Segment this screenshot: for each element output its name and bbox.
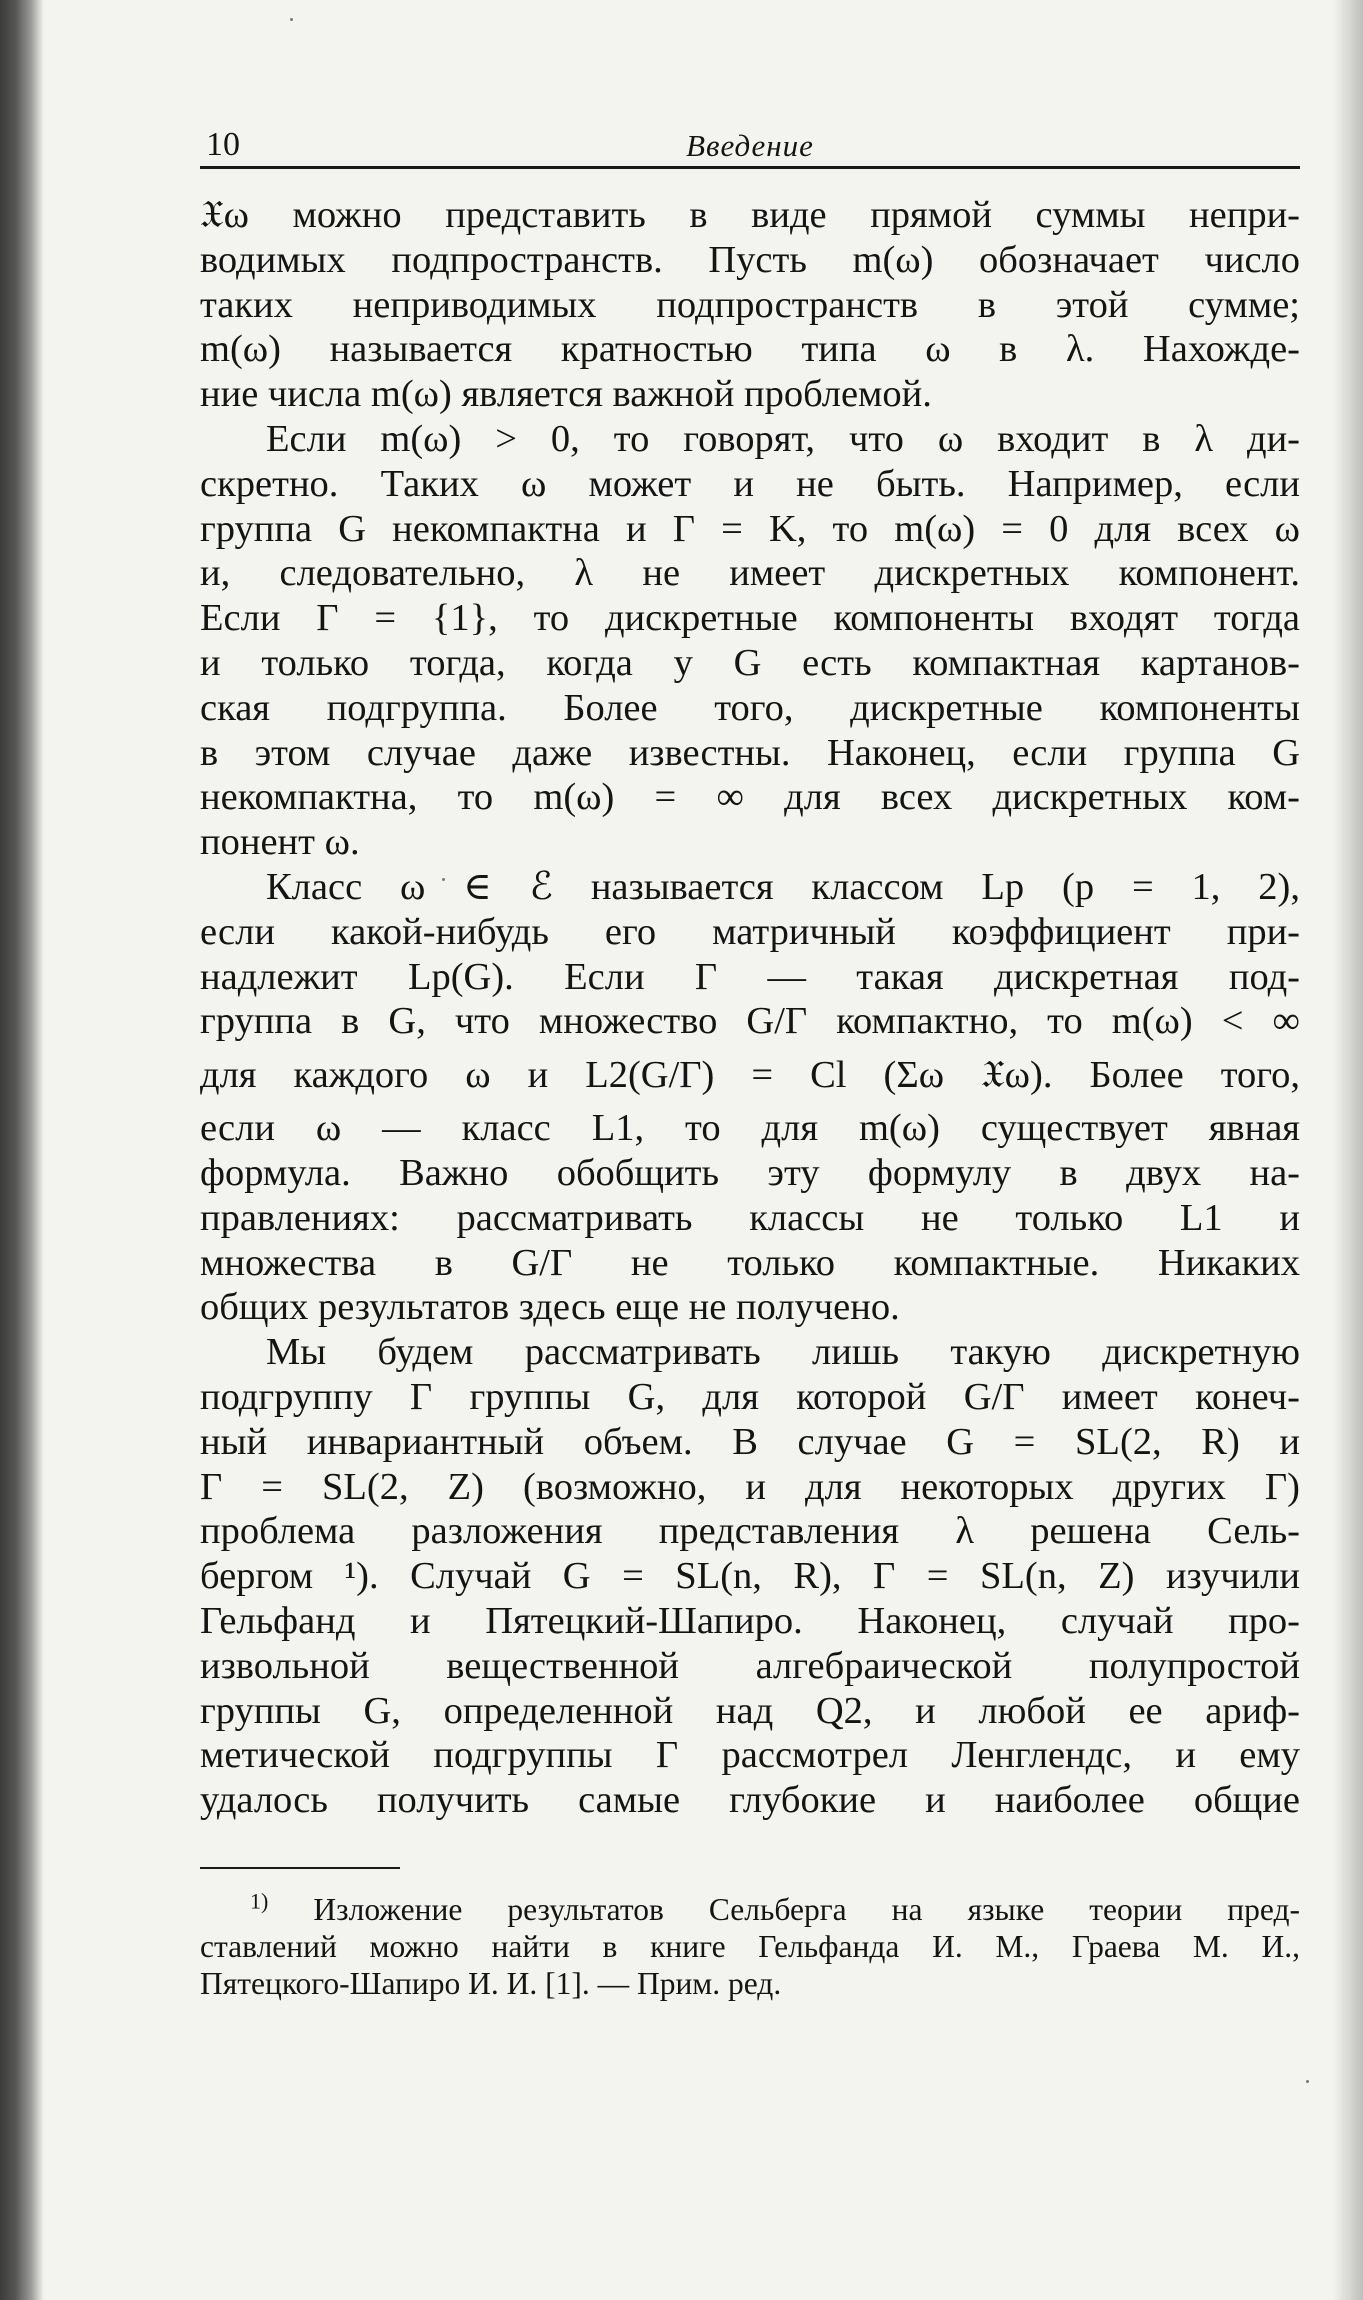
text-line: формула. Важно обобщить эту формулу в двух на- <box>200 1151 1300 1194</box>
text-line: понент ω. <box>200 821 360 864</box>
footnote-text: Изложение результатов Сельберга на языке теории пред- <box>313 1891 1300 1927</box>
scan-binding-edge <box>0 0 44 2300</box>
text-line: и, следовательно, λ не имеет дискретных компонент. <box>200 552 1300 595</box>
footnote-rule <box>200 1867 400 1869</box>
text-line: для каждого ω и L2(G/Γ) = Cl (Σω 𝔛ω). Более того, <box>200 1054 1300 1097</box>
footnote <box>200 1888 1300 2002</box>
text-line: группы G, определенной над Q2, и любой ее ариф- <box>200 1689 1300 1732</box>
scan-right-shadow <box>1333 0 1363 2300</box>
running-title: Введение <box>686 128 814 163</box>
text-line: скретно. Таких ω может и не быть. Например, если <box>200 462 1300 505</box>
text-line: группа G некомпактна и Γ = K, то m(ω) = 0 для всех ω <box>200 507 1300 550</box>
text-line: метической подгруппы Γ рассмотрел Ленглендс, и ему <box>200 1734 1300 1777</box>
page-header <box>200 120 1300 169</box>
body-text <box>200 193 1300 1823</box>
text-line: Мы будем рассматривать лишь такую дискретную <box>266 1331 1300 1374</box>
text-line: группа в G, что множество G/Γ компактно, то m(ω) < ∞ <box>200 1000 1300 1043</box>
text-line: таких неприводимых подпространств в этой сумме; <box>200 283 1300 326</box>
text-line: и только тогда, когда у G есть компактная картанов- <box>200 641 1300 684</box>
text-line: бергом ¹). Случай G = SL(n, R), Γ = SL(n, Z) изучили <box>200 1555 1300 1598</box>
text-line: проблема разложения представления λ решена Сель- <box>200 1510 1300 1553</box>
text-line: извольной вещественной алгебраической полупростой <box>200 1644 1300 1687</box>
scan-speck <box>1306 2080 1309 2083</box>
scan-speck <box>290 18 293 21</box>
footnote-line <box>200 1888 1300 1928</box>
text-line: в этом случае даже известны. Наконец, если группа G <box>200 731 1300 774</box>
footnote-marker: 1) <box>250 1888 269 1914</box>
text-line: если какой-нибудь его матричный коэффициент при- <box>200 910 1300 953</box>
text-line: 𝔛ω можно представить в виде прямой суммы непри- <box>200 194 1300 236</box>
text-line: ние числа m(ω) является важной проблемой. <box>200 373 932 416</box>
text-line: водимых подпространств. Пусть m(ω) обозначает число <box>200 238 1300 281</box>
paragraph-2 <box>200 417 1300 865</box>
text-line: удалось получить самые глубокие и наиболее общие <box>200 1779 1300 1822</box>
text-line: множества в G/Γ не только компактные. Никаких <box>200 1241 1300 1284</box>
footnote-line: ставлений можно найти в книге Гельфанда И. М., Граева М. И., <box>200 1928 1300 1964</box>
text-line: общих результатов здесь еще не получено. <box>200 1286 900 1329</box>
text-line: Если m(ω) > 0, то говорят, что ω входит в λ ди- <box>266 417 1300 460</box>
text-line: правлениях: рассматривать классы не только L1 и <box>200 1196 1300 1239</box>
text-line: m(ω) называется кратностью типа ω в λ. Нахожде- <box>200 328 1300 371</box>
text-line: надлежит Lp(G). Если Γ — такая дискретная под- <box>200 955 1300 998</box>
paragraph-3 <box>200 865 1300 1330</box>
text-line: Гельфанд и Пятецкий-Шапиро. Наконец, случай про- <box>200 1599 1300 1642</box>
text-line: подгруппу Γ группы G, для которой G/Γ имеет конеч- <box>200 1375 1300 1418</box>
text-line: если ω — класс L1, то для m(ω) существует явная <box>200 1107 1300 1150</box>
text-line: Γ = SL(2, Z) (возможно, и для некоторых других Γ) <box>200 1465 1300 1508</box>
footnote-line: Пятецкого-Шапиро И. И. [1]. — Прим. ред. <box>200 1965 782 2001</box>
book-page <box>200 120 1300 2002</box>
page-number: 10 <box>206 126 240 163</box>
paragraph-1 <box>200 193 1300 417</box>
text-line: ская подгруппа. Более того, дискретные компоненты <box>200 686 1300 729</box>
text-line: некомпактна, то m(ω) = ∞ для всех дискретных ком- <box>200 776 1300 819</box>
text-line: Если Γ = {1}, то дискретные компоненты входят тогда <box>200 597 1300 640</box>
text-line: Класс ω ∈ ℰ называется классом Lp (p = 1, 2), <box>266 865 1300 908</box>
paragraph-4 <box>200 1330 1300 1823</box>
text-line: ный инвариантный объем. В случае G = SL(2, R) и <box>200 1420 1300 1463</box>
